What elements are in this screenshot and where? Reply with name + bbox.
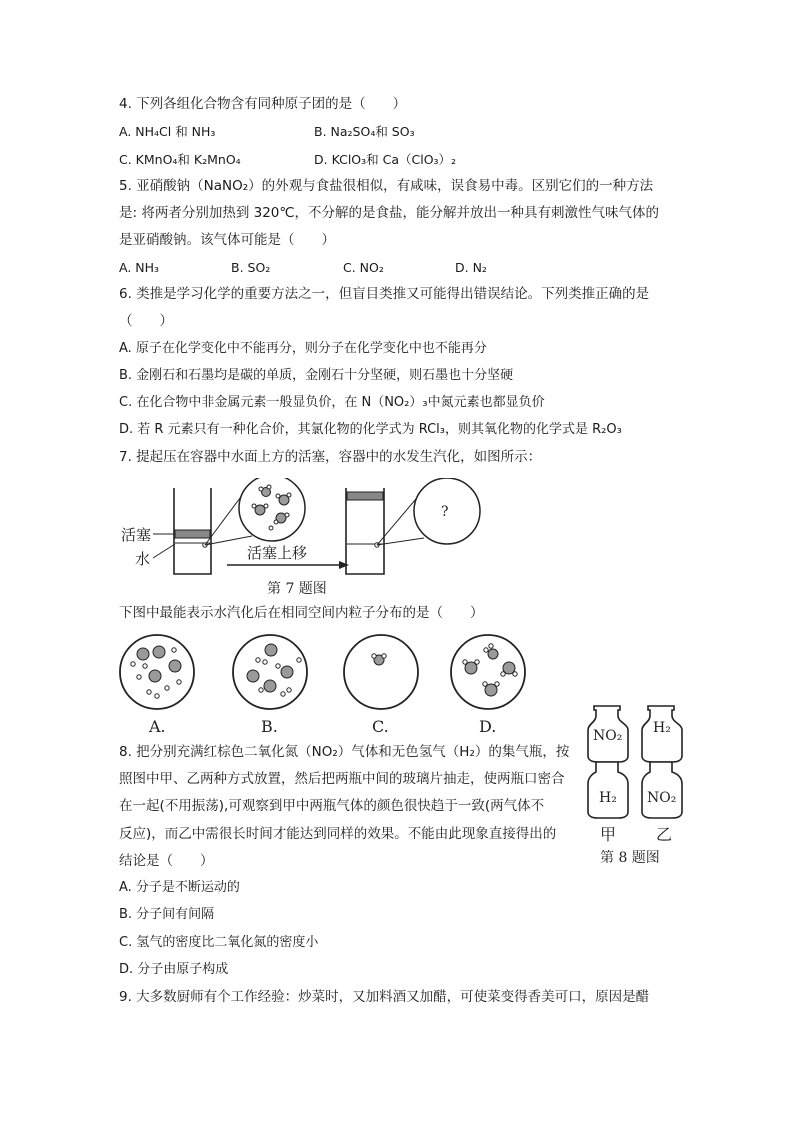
q7-option-c-label: C. [372,717,389,736]
q7-option-b-label: B. [261,717,278,736]
q6-option-a: A. 原子在化学变化中不能再分，则分子在化学变化中也不能再分 [119,341,487,356]
q8-figure [580,700,690,870]
q8-stem-line1: 8. 把分别充满红棕色二氧化氮（NO₂）气体和无色氢气（H₂）的集气瓶，按 [119,744,570,760]
q4-option-d: D. KClO₃和 Ca（ClO₃）₂ [314,152,457,167]
q6-option-c: C. 在化合物中非金属元素一般显负价，在 N（NO₂）₃中氮元素也都显负价 [119,395,545,410]
q5-stem-line3: 是亚硝酸钠。该气体可能是（ ） [119,232,335,248]
q7-option-a-label: A. [149,717,166,736]
q5-option-c: C. NO₂ [343,260,384,275]
q7-option-d-label: D. [479,717,497,736]
q9-stem-line1: 9. 大多数厨师有个工作经验：炒菜时，又加料酒又加醋，可使菜变得香美可口，原因是醋 [119,989,650,1005]
q7-sub-question: 下图中最能表示水汽化后在相同空间内粒子分布的是（ ） [119,605,484,621]
q7-figure [119,478,504,600]
fig8-jia-bottom-gas: H₂ [599,790,617,806]
q8-option-c: C. 氢气的密度比二氧化氮的密度小 [119,935,319,950]
fig8-jia-top-gas: NO₂ [593,728,623,744]
q6-stem-line2: （ ） [119,313,173,329]
q7-stem: 7. 提起压在容器中水面上方的活塞，容器中的水发生汽化，如图所示： [119,449,542,465]
fig8-jia-label: 甲 [600,825,617,844]
q5-stem-line1: 5. 亚硝酸钠（NaNO₂）的外观与食盐很相似，有咸味，误食易中毒。区别它们的一种方法 [119,178,654,194]
q4-stem: 4. 下列各组化合物含有同种原子团的是（ ） [119,96,407,112]
q5-option-d: D. N₂ [455,260,487,275]
q5-option-a: A. NH₃ [119,260,160,275]
q4-option-b: B. Na₂SO₄和 SO₃ [314,124,415,139]
fig8-yi-top-gas: H₂ [653,720,671,736]
fig7-piston-label: 活塞 [121,526,152,544]
q8-option-b: B. 分子间有间隔 [119,907,215,922]
fig7-question-mark: ? [441,504,449,520]
q8-option-a: A. 分子是不断运动的 [119,880,240,895]
fig8-yi-bottom-gas: NO₂ [647,790,677,806]
q8-stem-line2: 照图中甲、乙两种方式放置，然后把两瓶中间的玻璃片抽走，使两瓶口密合 [119,771,565,787]
q6-stem-line1: 6. 类推是学习化学的重要方法之一，但盲目类推又可能得出错误结论。下列类推正确的是 [119,286,650,302]
q8-stem-line4: 反应)，而乙中需很长时间才能达到同样的效果。不能由此现象直接得出的 [119,826,557,842]
fig7-arrow-label: 活塞上移 [247,544,308,562]
q4-option-c: C. KMnO₄和 K₂MnO₄ [119,152,241,167]
q6-option-d: D. 若 R 元素只有一种化合价，其氯化物的化学式为 RCl₃，则其氧化物的化学式是 R₂O₃ [119,422,622,437]
fig8-yi-label: 乙 [656,825,673,844]
q5-option-b: B. SO₂ [231,260,271,275]
q5-stem-line2: 是: 将两者分别加热到 320℃，不分解的是食盐，能分解并放出一种具有刺激性气味气体的 [119,205,660,221]
fig7-water-label: 水 [135,550,151,568]
q8-stem-line3: 在一起(不用振荡),可观察到甲中两瓶气体的颜色很快趋于一致(两气体不 [119,798,545,814]
q8-stem-line5: 结论是（ ） [119,853,214,869]
fig8-caption: 第 8 题图 [600,850,660,866]
fig7-caption: 第 7 题图 [267,581,327,597]
q7-options-figure [119,632,539,740]
q6-option-b: B. 金刚石和石墨均是碳的单质，金刚石十分坚硬，则石墨也十分坚硬 [119,368,514,383]
q4-option-a: A. NH₄Cl 和 NH₃ [119,124,216,139]
q8-option-d: D. 分子由原子构成 [119,962,229,977]
